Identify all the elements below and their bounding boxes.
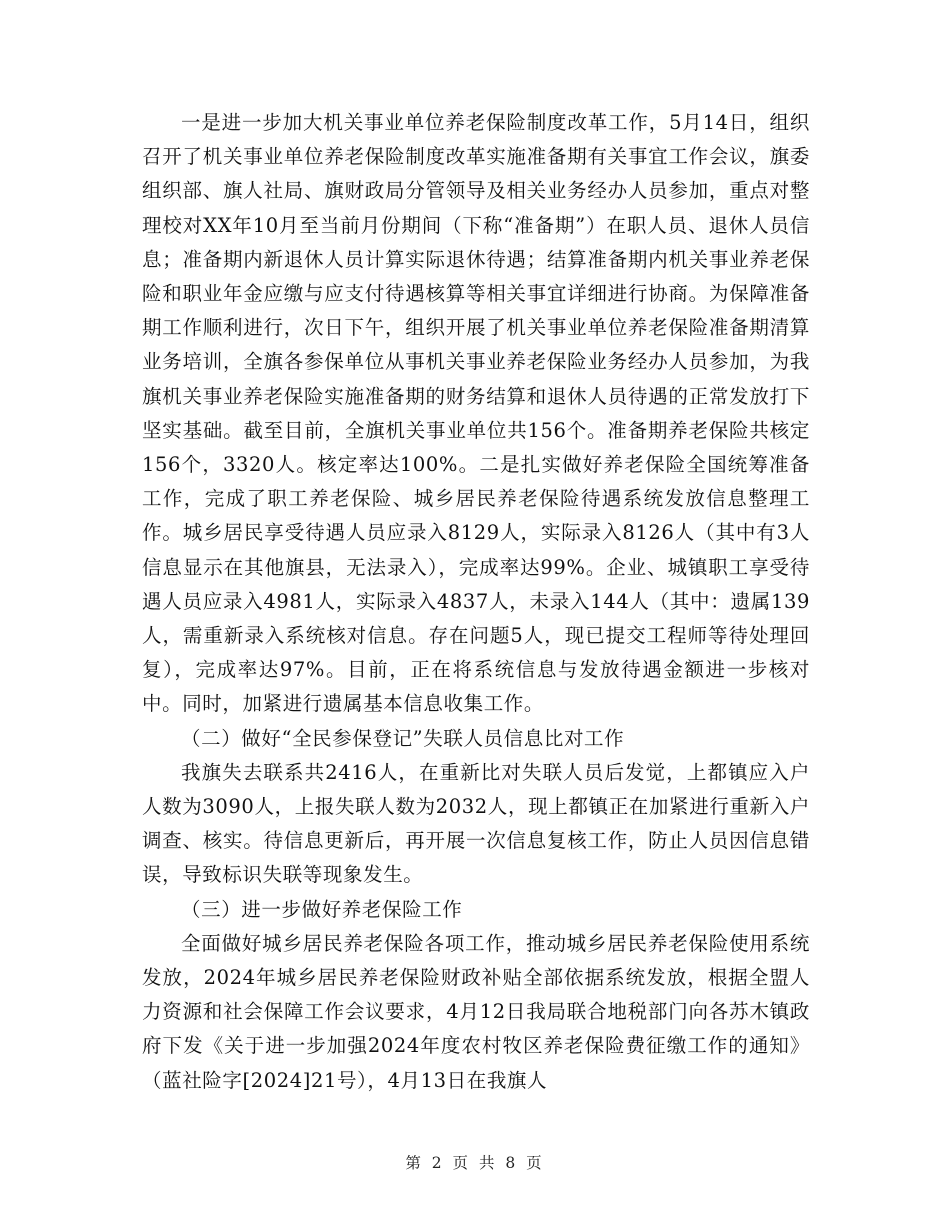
paragraph-pension-reform: 一是进一步加大机关事业单位养老保险制度改革工作，5月14日，组织召开了机关事业单位养老保险制度改革实施准备期有关事宜工作会议，旗委组织部、旗人社局、旗财政局分管领导及相关业务经办人员参加，重点对整理校对XX年10月至当前月份期间（下称“准备期”）在职人员、退休人员信息；准备期内新退休人员计算实际退休待遇；结算准备期内机关事业养老保险和职业年金应缴与应支付待遇核算等相关事宜详细进行协商。为保障准备期工作顺利进行，次日下午，组织开展了机关事业单位养老保险准备期清算业务培训，全旗各参保单位从事机关事业养老保险业务经办人员参加，为我旗机关事业养老保险实施准备期的财务结算和退休人员待遇的正常发放打下坚实基础。截至目前，全旗机关事业单位共156个。准备期养老保险共核定156个，3320人。核定率达100%。二是扎实做好养老保险全国统筹准备工作，完成了职工养老保险、城乡居民养老保险待遇系统发放信息整理工作。城乡居民享受待遇人员应录入8129人，实际录入8126人（其中有3人信息显示在其他旗县，无法录入），完成率达99%。企业、城镇职工享受待遇人员应录入4981人，实际录入4837人，未录入144人（其中：遗属139人，需重新录入系统核对信息。存在问题5人，现已提交工程师等待处理回复），完成率达97%。目前，正在将系统信息与发放待遇金额进一步核对中。同时，加紧进行遗属基本信息收集工作。 bbox=[142, 111, 810, 716]
paragraph-pension-work: 全面做好城乡居民养老保险各项工作，推动城乡居民养老保险使用系统发放，2024年城乡居民养老保险财政补贴全部依据系统发放，根据全盟人力资源和社会保障工作会议要求，4月12日我局联合地税部门向各苏木镇政府下发《关于进一步加强2024年度农村牧区养老保险费征缴工作的通知》（蓝社险字[2024]21号），4月13日在我旗人 bbox=[142, 931, 810, 1092]
document-body bbox=[142, 106, 810, 1098]
page-number-footer: 第 2 页 共 8 页 bbox=[405, 1154, 545, 1172]
section-heading-2: （二）做好“全民参保登记”失联人员信息比对工作 bbox=[181, 726, 625, 750]
section-heading-3: （三）进一步做好养老保险工作 bbox=[181, 897, 463, 921]
paragraph-lost-contact: 我旗失去联系共2416人，在重新比对失联人员后发觉，上都镇应入户人数为3090人，上报失联人数为2032人，现上都镇正在加紧进行重新入户调查、核实。待信息更新后，再开展一次信息复核工作，防止人员因信息错误，导致标识失联等现象发生。 bbox=[142, 760, 810, 887]
